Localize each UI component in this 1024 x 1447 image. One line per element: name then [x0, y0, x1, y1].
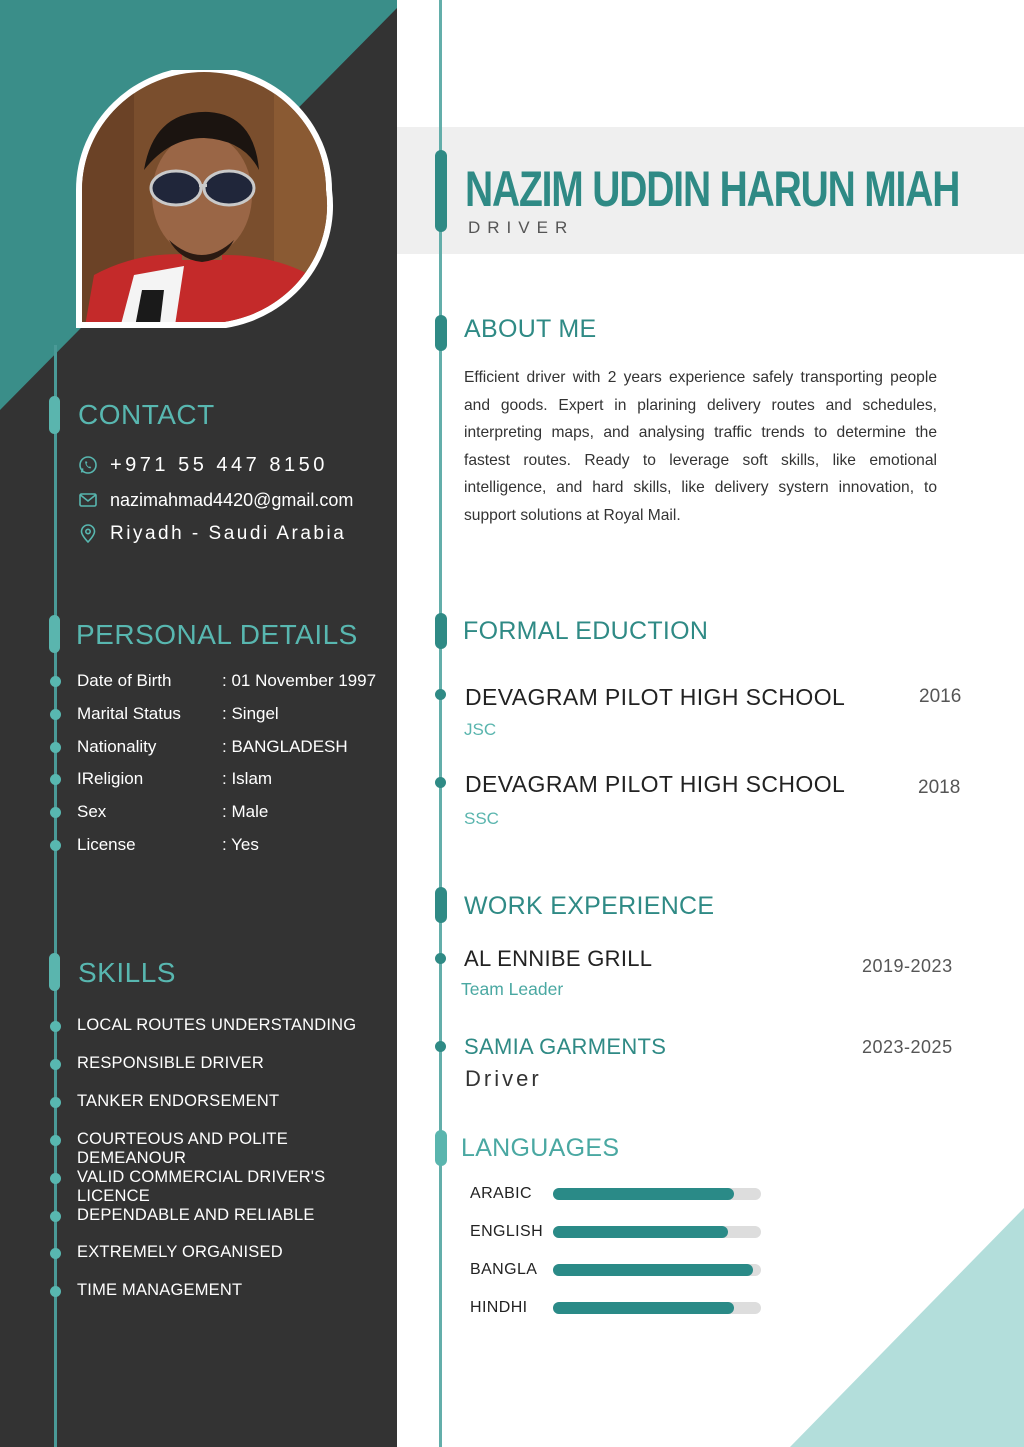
phone-number[interactable]: +971 55 447 8150: [110, 453, 328, 476]
language-level-track: [553, 1226, 761, 1238]
languages-heading: LANGUAGES: [461, 1134, 620, 1162]
bullet-dot: [50, 1135, 61, 1146]
skill-label: COURTEOUS AND POLITE DEMEANOUR: [77, 1130, 288, 1167]
detail-value: : Male: [222, 802, 268, 822]
education-school: DEVAGRAM PILOT HIGH SCHOOL: [465, 771, 846, 797]
personal-row-marital: [0, 702, 397, 728]
skill-label: VALID COMMERCIAL DRIVER'S LICENCE: [77, 1168, 326, 1205]
detail-value: : Yes: [222, 835, 259, 855]
timeline-dot: [435, 689, 446, 700]
work-company: SAMIA GARMENTS: [464, 1034, 667, 1059]
personal-row-religion: [0, 767, 397, 793]
bullet-dot: [50, 742, 61, 753]
full-name: NAZIM UDDIN HARUN MIAH: [465, 161, 960, 217]
name-accent-bar: [435, 150, 447, 232]
detail-label: License: [77, 835, 136, 854]
about-heading-bar: [435, 315, 447, 351]
contact-email: [78, 485, 353, 515]
education-degree: SSC: [464, 809, 499, 828]
skill-item: [0, 1204, 397, 1230]
detail-label: Marital Status: [77, 704, 181, 723]
work-company: AL ENNIBE GRILL: [464, 946, 653, 971]
work-role: Team Leader: [461, 979, 564, 999]
education-degree: JSC: [464, 720, 497, 739]
work-years: 2023-2025: [862, 1037, 953, 1057]
education-year: 2016: [919, 686, 962, 707]
timeline-dot: [435, 1041, 446, 1052]
bullet-dot: [50, 676, 61, 687]
detail-value: : Islam: [222, 769, 272, 789]
language-level-track: [553, 1264, 761, 1276]
education-heading-bar: [435, 613, 447, 649]
skill-label: RESPONSIBLE DRIVER: [77, 1054, 264, 1072]
work-role: Driver: [465, 1066, 542, 1091]
skills-heading: SKILLS: [78, 957, 176, 988]
about-heading: ABOUT ME: [464, 315, 597, 343]
work-years: 2019-2023: [862, 956, 953, 976]
skills-heading-bar: [49, 953, 60, 991]
skill-item: [0, 1166, 397, 1205]
detail-value: : Singel: [222, 704, 279, 724]
language-name: ENGLISH: [470, 1223, 544, 1240]
contact-heading: CONTACT: [78, 399, 215, 430]
skill-item: [0, 1128, 397, 1167]
language-level-track: [553, 1302, 761, 1314]
contact-location: [78, 519, 346, 549]
bullet-dot: [50, 1173, 61, 1184]
bullet-dot: [50, 807, 61, 818]
bullet-dot: [50, 774, 61, 785]
language-level-fill: [553, 1188, 734, 1200]
bullet-dot: [50, 1059, 61, 1070]
detail-label: IReligion: [77, 769, 144, 788]
detail-label: Sex: [77, 802, 107, 821]
language-level-fill: [553, 1226, 728, 1238]
detail-value: : BANGLADESH: [222, 737, 348, 757]
language-level-fill: [553, 1302, 734, 1314]
bullet-dot: [50, 1248, 61, 1259]
contact-heading-bar: [49, 396, 60, 434]
detail-label: Nationality: [77, 737, 157, 756]
skill-item: [0, 1241, 397, 1267]
languages-heading-bar: [435, 1130, 447, 1166]
skill-item: [0, 1052, 397, 1078]
language-name: ARABIC: [470, 1185, 532, 1202]
location-pin-icon: [78, 524, 98, 544]
whatsapp-icon: [78, 455, 98, 475]
skill-item: [0, 1279, 397, 1305]
personal-row-sex: [0, 800, 397, 826]
personal-row-nationality: [0, 735, 397, 761]
timeline-dot: [435, 953, 446, 964]
language-level-fill: [553, 1264, 753, 1276]
skill-item: [0, 1090, 397, 1116]
email-address[interactable]: nazimahmad4420@gmail.com: [110, 489, 354, 510]
contact-phone: [78, 450, 328, 480]
detail-label: Date of Birth: [77, 671, 172, 690]
profile-photo: [74, 70, 334, 332]
personal-row-dob: [0, 669, 397, 695]
personal-heading-bar: [49, 615, 60, 653]
skill-label: TANKER ENDORSEMENT: [77, 1092, 280, 1110]
email-icon: [78, 490, 98, 510]
work-heading: WORK EXPERIENCE: [464, 892, 715, 920]
skill-label: TIME MANAGEMENT: [77, 1281, 243, 1299]
detail-value: : 01 November 1997: [222, 671, 376, 691]
bullet-dot: [50, 709, 61, 720]
bullet-dot: [50, 1211, 61, 1222]
language-name: HINDHI: [470, 1299, 528, 1316]
bullet-dot: [50, 840, 61, 851]
education-school: DEVAGRAM PILOT HIGH SCHOOL: [465, 684, 846, 710]
work-heading-bar: [435, 887, 447, 923]
skill-item: [0, 1014, 397, 1040]
bullet-dot: [50, 1097, 61, 1108]
location-text: Riyadh - Saudi Arabia: [110, 523, 347, 544]
education-year: 2018: [918, 777, 961, 798]
job-title: DRIVER: [468, 218, 575, 237]
timeline-dot: [435, 777, 446, 788]
skill-label: LOCAL ROUTES UNDERSTANDING: [77, 1016, 357, 1034]
education-heading: FORMAL EDUCTION: [463, 617, 709, 645]
about-paragraph: Efficient driver with 2 years experience safely transporting people and goods. Expert in plarining delivery routes and schedules, interpreting maps, and analysing traffic trends to determine the fastest routes. Ready to leverage soft skills, like emotional intelligence, and hard skills, like delivery systern innovation, to support solutions at Royal Mail.: [464, 369, 937, 524]
bullet-dot: [50, 1021, 61, 1032]
personal-details-heading: PERSONAL DETAILS: [76, 619, 358, 650]
language-level-track: [553, 1188, 761, 1200]
personal-row-license: [0, 833, 397, 859]
skill-label: EXTREMELY ORGANISED: [77, 1243, 283, 1261]
skill-label: DEPENDABLE AND RELIABLE: [77, 1206, 315, 1224]
language-name: BANGLA: [470, 1261, 538, 1278]
bullet-dot: [50, 1286, 61, 1297]
